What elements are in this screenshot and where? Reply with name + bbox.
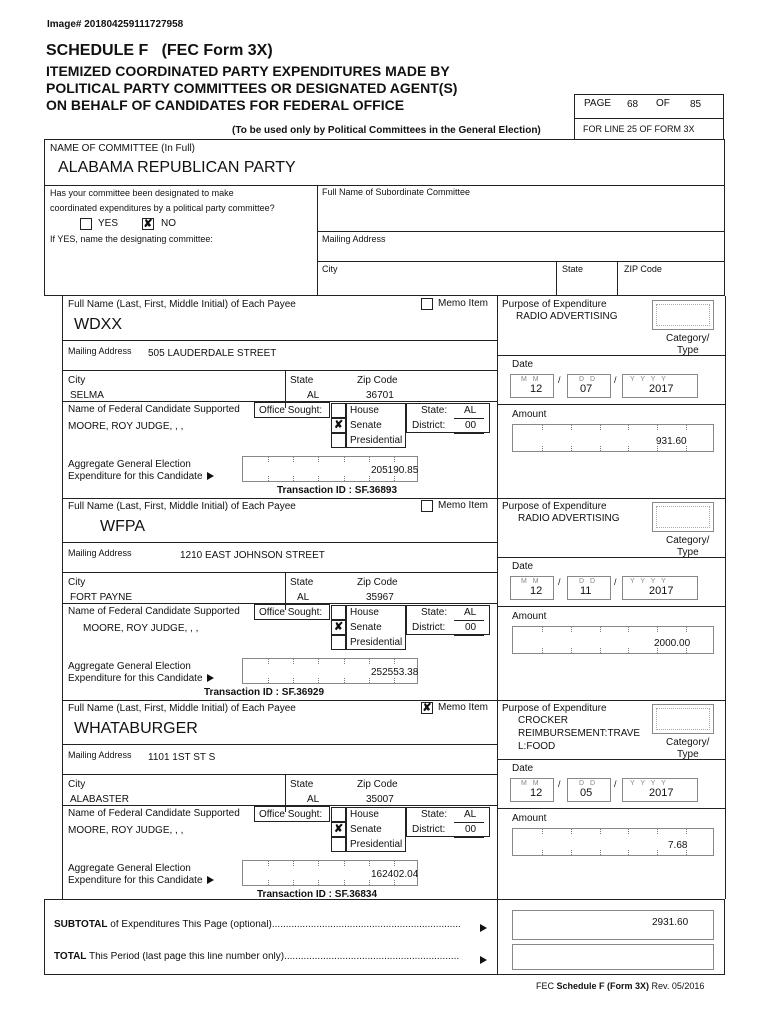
payee-divider: [62, 744, 497, 745]
memo-item-checkbox[interactable]: [421, 298, 433, 310]
candidate-label: Name of Federal Candidate Supported: [68, 606, 240, 617]
month-hint: M M: [521, 780, 541, 787]
office-check-mark: ✘: [334, 419, 344, 431]
date-month: 12: [530, 383, 543, 395]
office-options-box[interactable]: [346, 605, 406, 650]
district-label: District:: [412, 420, 446, 431]
date-label: Date: [512, 763, 534, 774]
page-total: 85: [690, 99, 702, 110]
category-type-box[interactable]: [652, 704, 714, 734]
address-divider: [62, 572, 497, 573]
aggregate-value[interactable]: 205190.85: [371, 465, 419, 476]
no-label: NO: [161, 218, 176, 229]
form-footer: FEC Schedule F (Form 3X) Rev. 05/2016: [536, 981, 705, 991]
date-day: 05: [580, 787, 593, 799]
date-month: 12: [530, 787, 543, 799]
transaction-id: Transaction ID : SF.36834: [257, 889, 378, 900]
category-label: Category/: [666, 333, 710, 344]
designated-question-1: Has your committee been designated to make: [50, 188, 234, 198]
type-label: Type: [677, 547, 699, 558]
candidate-name[interactable]: MOORE, ROY JUDGE, , ,: [68, 825, 184, 836]
house-label: House: [350, 809, 379, 820]
month-hint: M M: [521, 376, 541, 383]
district-value[interactable]: 00: [465, 420, 477, 431]
city-label: City: [68, 577, 86, 588]
aggregate-label-2: Expenditure for this Candidate: [68, 472, 214, 482]
aggregate-value[interactable]: 252553.38: [371, 667, 419, 678]
date-slash-2: /: [614, 375, 617, 385]
yes-label: YES: [98, 218, 119, 229]
aggregate-label-1: Aggregate General Election: [68, 661, 191, 672]
candidate-name[interactable]: MOORE, ROY JUDGE, , ,: [83, 623, 199, 634]
purpose-label: Purpose of Expenditure: [502, 703, 607, 714]
general-election-note: (To be used only by Political Committees in the General Election): [232, 125, 541, 136]
office-row: [331, 403, 346, 418]
office-state-underline: [454, 822, 484, 823]
senate-label: Senate: [350, 622, 382, 633]
purpose-line[interactable]: L:FOOD: [518, 741, 556, 752]
subordinate-city-label: City: [322, 264, 338, 274]
date-label: Date: [512, 359, 534, 370]
arrow-icon: [207, 674, 214, 682]
amount-label: Amount: [512, 611, 547, 622]
senate-label: Senate: [350, 824, 382, 835]
year-hint: Y Y Y Y: [630, 780, 668, 787]
purpose-line[interactable]: REIMBURSEMENT:TRAVE: [518, 728, 641, 739]
office-state-underline: [454, 620, 484, 621]
aggregate-label-2: Expenditure for this Candidate: [68, 674, 214, 684]
page-number: 68: [627, 99, 639, 110]
purpose-line[interactable]: RADIO ADVERTISING: [518, 513, 620, 524]
memo-item-label: Memo Item: [438, 500, 489, 511]
subtotal-arrow-icon: [480, 924, 487, 932]
mailing-address[interactable]: 1210 EAST JOHNSON STREET: [180, 550, 325, 561]
aggregate-label-1: Aggregate General Election: [68, 863, 191, 874]
office-state-underline: [454, 418, 484, 419]
date-slash-1: /: [558, 779, 561, 789]
subordinate-committee-label: Full Name of Subordinate Committee: [322, 187, 471, 197]
city-value[interactable]: SELMA: [70, 390, 104, 401]
aggregate-value[interactable]: 162402.04: [371, 869, 419, 880]
date-slash-2: /: [614, 779, 617, 789]
state-value[interactable]: AL: [307, 794, 320, 805]
state-label: State: [290, 375, 314, 386]
district-label: District:: [412, 824, 446, 835]
zip-value[interactable]: 35967: [366, 592, 394, 603]
day-hint: D D: [579, 780, 598, 787]
state-label: State: [290, 779, 314, 790]
subtotal-label: SUBTOTAL of Expenditures This Page (optional)....................................................................: [54, 920, 461, 930]
date-month: 12: [530, 585, 543, 597]
district-value[interactable]: 00: [465, 824, 477, 835]
purpose-label: Purpose of Expenditure: [502, 501, 607, 512]
form-subtitle-3: ON BEHALF OF CANDIDATES FOR FEDERAL OFFICE: [46, 97, 405, 113]
day-hint: D D: [579, 578, 598, 585]
zip-label: Zip Code: [357, 779, 398, 790]
date-slash-1: /: [558, 577, 561, 587]
subordinate-state-label: State: [562, 264, 584, 274]
purpose-line[interactable]: RADIO ADVERTISING: [516, 311, 618, 322]
designated-question-2: coordinated expenditures by a political party committee?: [50, 203, 275, 213]
amount-top-divider: [497, 808, 725, 809]
office-state-label: State:: [421, 405, 448, 416]
memo-item-label: Memo Item: [438, 298, 489, 309]
payee-name-label: Full Name (Last, First, Middle Initial) of Each Payee: [68, 703, 296, 714]
committee-name-label: NAME OF COMMITTEE (In Full): [50, 143, 195, 154]
presidential-label: Presidential: [350, 637, 403, 648]
total-arrow-icon: [480, 956, 487, 964]
candidate-label: Name of Federal Candidate Supported: [68, 404, 240, 415]
committee-name[interactable]: ALABAMA REPUBLICAN PARTY: [58, 159, 296, 176]
mailing-address[interactable]: 505 LAUDERDALE STREET: [148, 348, 277, 359]
entry-divider: [62, 700, 725, 701]
transaction-id: Transaction ID : SF.36929: [204, 687, 325, 698]
office-options-box[interactable]: [346, 807, 406, 852]
year-hint: Y Y Y Y: [630, 376, 668, 383]
amount-top-divider: [497, 606, 725, 607]
of-label: OF: [656, 98, 670, 109]
total-field[interactable]: [512, 944, 714, 970]
zip-label: Zip Code: [357, 577, 398, 588]
zip-value[interactable]: 35007: [366, 794, 394, 805]
date-slash-1: /: [558, 375, 561, 385]
candidate-name[interactable]: MOORE, ROY JUDGE, , ,: [68, 421, 184, 432]
aggregate-label-1: Aggregate General Election: [68, 459, 191, 470]
address-divider: [62, 774, 497, 775]
amount-label: Amount: [512, 409, 547, 420]
payee-name[interactable]: WHATABURGER: [74, 720, 198, 737]
presidential-label: Presidential: [350, 839, 403, 850]
office-sought-label: Office Sought:: [259, 405, 323, 416]
category-type-box[interactable]: [652, 502, 714, 532]
date-top-divider: [497, 759, 725, 760]
amount-top-divider: [497, 404, 725, 405]
subordinate-zip-label: ZIP Code: [624, 264, 662, 274]
payee-divider: [62, 340, 497, 341]
type-label: Type: [677, 749, 699, 760]
payee-name-label: Full Name (Last, First, Middle Initial) of Each Payee: [68, 299, 296, 310]
office-row: [331, 605, 346, 620]
zip-value[interactable]: 36701: [366, 390, 394, 401]
subordinate-mailing-label: Mailing Address: [322, 234, 386, 244]
amount-value[interactable]: 931.60: [656, 436, 687, 447]
category-type-box[interactable]: [652, 300, 714, 330]
house-label: House: [350, 607, 379, 618]
transaction-id: Transaction ID : SF.36893: [277, 485, 398, 496]
mailing-address[interactable]: 1101 1ST ST S: [148, 752, 216, 763]
district-underline: [454, 433, 484, 434]
candidate-label: Name of Federal Candidate Supported: [68, 808, 240, 819]
office-sought-label: Office Sought:: [259, 607, 323, 618]
arrow-icon: [207, 876, 214, 884]
designated-no-checkbox[interactable]: [142, 218, 154, 230]
designated-yes-checkbox[interactable]: [80, 218, 92, 230]
city-label: City: [68, 375, 86, 386]
office-sought-label: Office Sought:: [259, 809, 323, 820]
office-check-mark: ✘: [334, 621, 344, 633]
date-day: 07: [580, 383, 593, 395]
year-hint: Y Y Y Y: [630, 578, 668, 585]
total-label: TOTAL This Period (last page this line number only)...............................................................: [54, 952, 460, 962]
mailing-address-label: Mailing Address: [68, 548, 132, 558]
category-label: Category/: [666, 535, 710, 546]
page-label: PAGE: [584, 98, 612, 109]
office-state-value[interactable]: AL: [464, 607, 477, 618]
purpose-label: Purpose of Expenditure: [502, 299, 607, 310]
zip-label: Zip Code: [357, 375, 398, 386]
office-check-mark: ✘: [334, 823, 344, 835]
day-hint: D D: [579, 376, 598, 383]
amount-value[interactable]: 2000.00: [654, 638, 691, 649]
date-label: Date: [512, 561, 534, 572]
date-year: 2017: [649, 383, 674, 395]
aggregate-label-2: Expenditure for this Candidate: [68, 876, 214, 886]
amount-value[interactable]: 7.68: [668, 840, 688, 851]
city-label: City: [68, 779, 86, 790]
type-label: Type: [677, 345, 699, 356]
office-options-box[interactable]: [346, 403, 406, 448]
city-value[interactable]: FORT PAYNE: [70, 592, 133, 603]
office-row: [331, 807, 346, 822]
district-underline: [454, 635, 484, 636]
memo-item-checkbox[interactable]: [421, 500, 433, 512]
memo-item-checkbox[interactable]: [421, 702, 433, 714]
city-value[interactable]: ALABASTER: [70, 794, 129, 805]
image-id: Image# 201804259111727958: [47, 19, 184, 30]
office-row: [331, 635, 346, 650]
district-label: District:: [412, 622, 446, 633]
month-hint: M M: [521, 578, 541, 585]
senate-label: Senate: [350, 420, 382, 431]
district-value[interactable]: 00: [465, 622, 477, 633]
date-top-divider: [497, 557, 725, 558]
office-row: [331, 837, 346, 852]
date-top-divider: [497, 355, 725, 356]
date-day: 11: [580, 585, 592, 597]
state-label: State: [290, 577, 314, 588]
mailing-address-label: Mailing Address: [68, 750, 132, 760]
payee-name-label: Full Name (Last, First, Middle Initial) of Each Payee: [68, 501, 296, 512]
date-year: 2017: [649, 585, 674, 597]
category-label: Category/: [666, 737, 710, 748]
office-state-label: State:: [421, 809, 448, 820]
purpose-line[interactable]: CROCKER: [518, 715, 569, 726]
state-value[interactable]: AL: [307, 390, 320, 401]
state-value[interactable]: AL: [297, 592, 310, 603]
district-underline: [454, 837, 484, 838]
office-state-value[interactable]: AL: [464, 405, 477, 416]
mailing-address-label: Mailing Address: [68, 346, 132, 356]
address-divider: [62, 370, 497, 371]
payee-divider: [62, 542, 497, 543]
subtotal-value: 2931.60: [652, 917, 689, 928]
house-label: House: [350, 405, 379, 416]
payee-name[interactable]: WDXX: [74, 316, 122, 333]
date-slash-2: /: [614, 577, 617, 587]
arrow-icon: [207, 472, 214, 480]
form-subtitle-1: ITEMIZED COORDINATED PARTY EXPENDITURES MADE BY: [46, 63, 450, 79]
if-yes-label: If YES, name the designating committee:: [50, 234, 213, 244]
line-label: FOR LINE 25 OF FORM 3X: [583, 124, 695, 134]
office-row: [331, 433, 346, 448]
presidential-label: Presidential: [350, 435, 403, 446]
amount-label: Amount: [512, 813, 547, 824]
office-state-label: State:: [421, 607, 448, 618]
payee-name[interactable]: WFPA: [100, 518, 146, 535]
office-state-value[interactable]: AL: [464, 809, 477, 820]
form-title: SCHEDULE F (FEC Form 3X): [46, 42, 273, 59]
date-year: 2017: [649, 787, 674, 799]
form-subtitle-2: POLITICAL PARTY COMMITTEES OR DESIGNATED AGENT(S): [46, 80, 458, 96]
memo-item-label: Memo Item: [438, 702, 489, 713]
entry-divider: [62, 498, 725, 499]
